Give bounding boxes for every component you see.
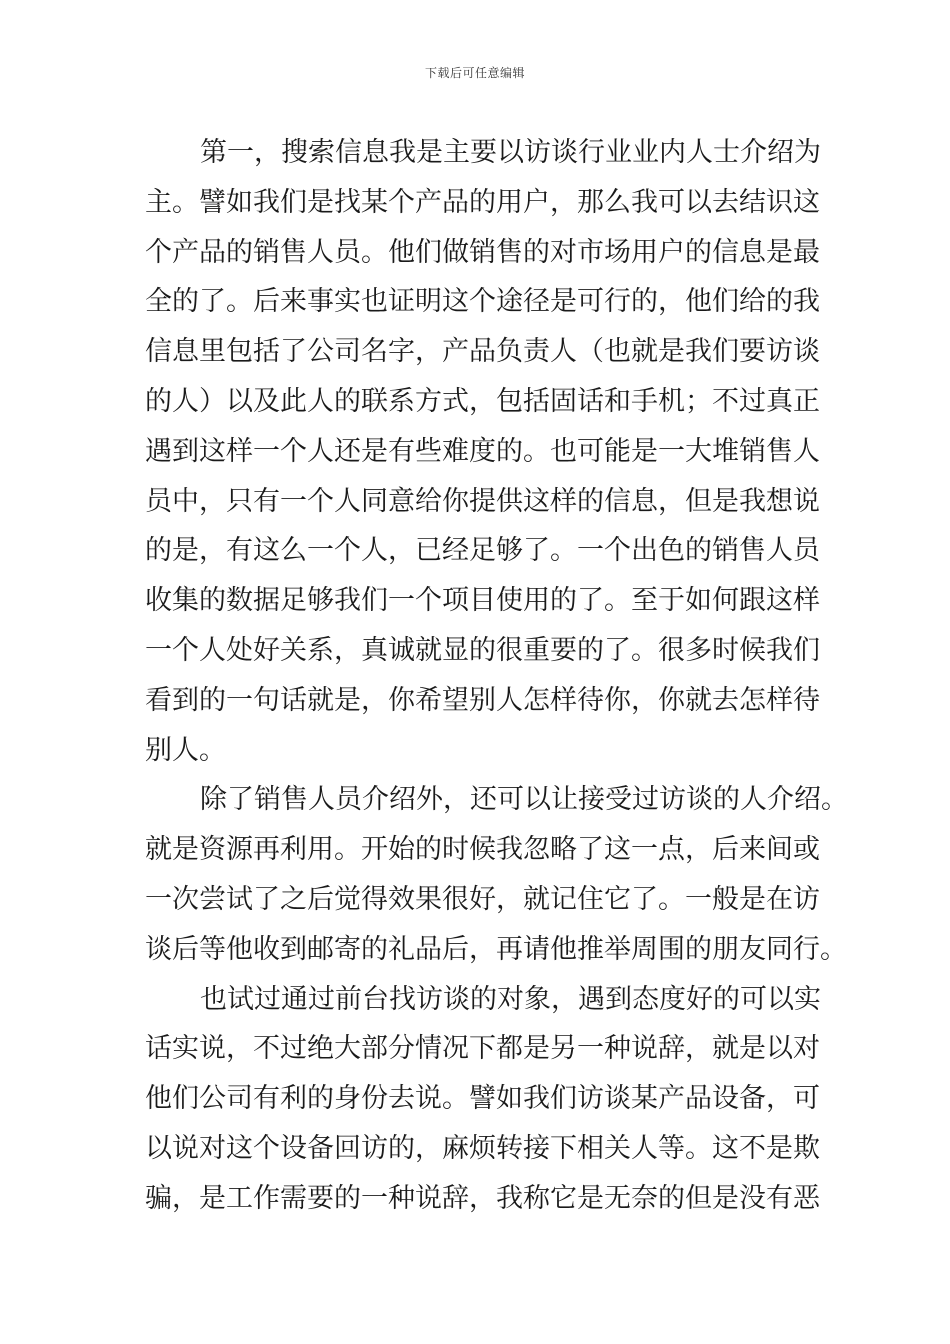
text-line: 主。譬如我们是找某个产品的用户，那么我可以去结识这 bbox=[145, 186, 820, 218]
text-line: 骗，是工作需要的一种说辞，我称它是无奈的但是没有恶 bbox=[145, 1182, 820, 1214]
page-header: 下载后可任意编辑 bbox=[424, 66, 525, 80]
text-line: 一个人处好关系，真诚就显的很重要的了。很多时候我们 bbox=[145, 634, 820, 666]
text-line: 第一，搜索信息我是主要以访谈行业业内人士介绍为 bbox=[200, 137, 821, 168]
text-line: 一次尝试了之后觉得效果很好，就记住它了。一般是在访 bbox=[145, 883, 820, 915]
text-line: 遇到这样一个人还是有些难度的。也可能是一大堆销售人 bbox=[145, 435, 820, 467]
paragraph-1 bbox=[145, 128, 821, 775]
text-line: 的是，有这么一个人，已经足够了。一个出色的销售人员 bbox=[145, 535, 820, 567]
text-line: 全的了。后来事实也证明这个途径是可行的，他们给的我 bbox=[145, 286, 820, 318]
text-line: 除了销售人员介绍外，还可以让接受过访谈的人介绍。 bbox=[200, 784, 848, 816]
text-line: 收集的数据足够我们一个项目使用的了。至于如何跟这样 bbox=[145, 585, 820, 617]
text-line: 信息里包括了公司名字，产品负责人（也就是我们要访谈 bbox=[145, 336, 820, 368]
paragraph-2 bbox=[145, 775, 848, 974]
paragraph-3 bbox=[145, 975, 821, 1224]
document-body bbox=[145, 128, 848, 1224]
text-line: 就是资源再利用。开始的时候我忽略了这一点，后来间或 bbox=[145, 834, 820, 866]
text-line: 他们公司有利的身份去说。譬如我们访谈某产品设备，可 bbox=[145, 1083, 820, 1115]
text-line: 员中，只有一个人同意给你提供这样的信息，但是我想说 bbox=[145, 485, 820, 517]
text-line: 谈后等他收到邮寄的礼品后，再请他推举周围的朋友同行。 bbox=[145, 933, 847, 965]
text-line: 看到的一句话就是，你希望别人怎样待你，你就去怎样待 bbox=[145, 684, 820, 716]
text-line: 的人）以及此人的联系方式，包括固话和手机；不过真正 bbox=[145, 385, 820, 417]
text-line: 话实说，不过绝大部分情况下都是另一种说辞，就是以对 bbox=[145, 1033, 820, 1065]
text-line: 以说对这个设备回访的，麻烦转接下相关人等。这不是欺 bbox=[145, 1132, 820, 1164]
text-line: 别人。 bbox=[145, 734, 226, 766]
text-line: 也试过通过前台找访谈的对象，遇到态度好的可以实 bbox=[200, 983, 821, 1015]
text-line: 个产品的销售人员。他们做销售的对市场用户的信息是最 bbox=[145, 236, 820, 268]
